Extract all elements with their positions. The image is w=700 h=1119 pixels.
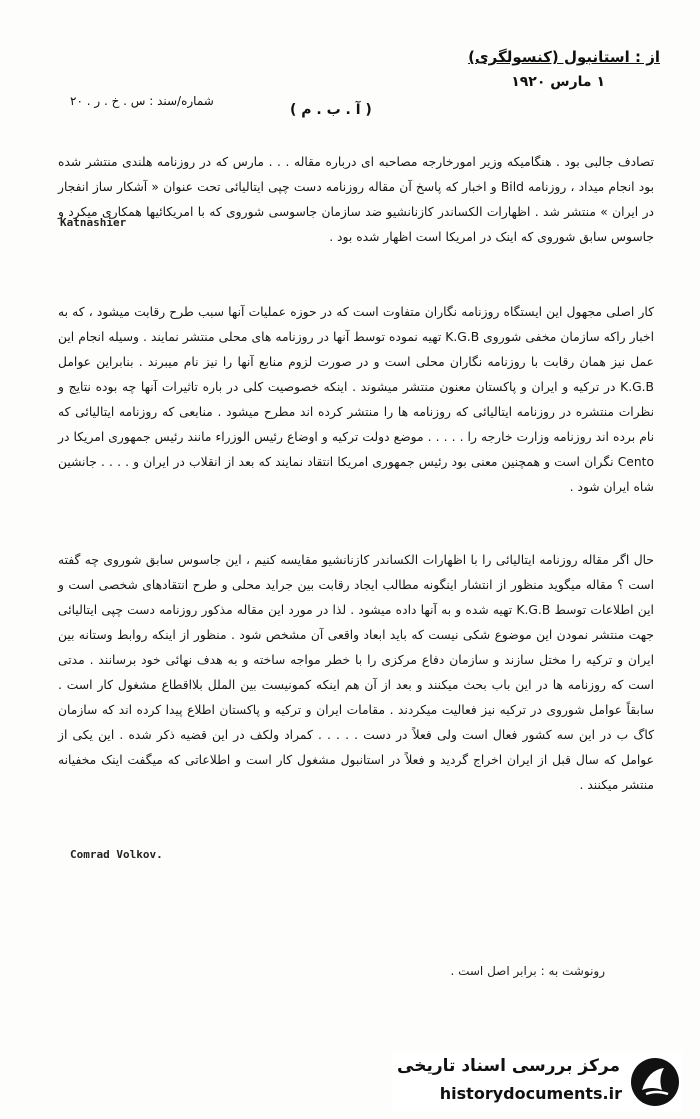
watermark-persian-text: مرکز بررسی اسناد تاریخی [397, 1056, 620, 1076]
paragraph-3: حال اگر مقاله روزنامه ایتالیائی را با اظهارات الکساندر کازنانشیو مقایسه کنیم ، این جاسوس سابق شوروی چه گفته است ؟ مقاله میگوید منظور از انتشار اینگونه مطالب ایجاد رقابت بین جراید محلی و طرح انتقادهای شخصی است و این اطلاعات توسط K.G.B تهیه شده و به آنها داده میشود . لذا در مورد این مقاله مذکور روزنامه دست چپی ایتالیائی جهت منتشر نمودن این موضوع شکی نیست که باید ابعاد واقعی آن مشخص شود . منظور از اینکه روابط وستانه بین ایران و ترکیه را مختل سازند و سازمان دفاع مرکزی را با خطر مواجه ساخته و به هدف نهائی خود برسانند . مدتی است که روزنامه ها در این باب بحث میکنند و بعد از آن هم اینکه کمونیست بین الملل بلااقطاع مشغول کار است . سابقاً عوامل شوروی در ترکیه نیز فعالیت میکردند . مقامات ایران و ترکیه و پاکستان اطلاع پیدا کرده اند که سازمان کاگ ب در این سه کشور فعال است ولی فعلاً در دست . . . . . کمراد ولکف در این قضیه ذکر شده . این یکی از عوامل که سال قبل از ایران اخراج گردید و فعلاً در استانبول مشغول کار است و اطلاعاتی که میگفت اینک مخفیانه منتشر میکنند . [58, 553, 654, 792]
archive-watermark [392, 1052, 682, 1112]
scroll-book-icon [628, 1056, 682, 1108]
paragraph-1: تصادف جالبی بود . هنگامیکه وزیر امورخارجه مصاحبه ای درباره مقاله . . . مارس که در روزنامه هلندی منتشر شده بود انجام میداد ، روزنامه Bild و اخبار که پاسخ آن مقاله روزنامه دست چپی ایتالیائی تحت عنوان « آشکار ساز انفجار در ایران » منتشر شد . اظهارات الکساندر کازنانشیو ضد سازمان جاسوسی شوروی که با امریکائیها همکاری میکرد و جاسوس سابق شوروی که اینک در امریکا است اظهار شده بود . [58, 155, 655, 244]
subject-line: ( آ . ب . م ) [290, 102, 372, 118]
latin-name-katnashier: Katnashier [60, 216, 127, 229]
watermark-url: historydocuments.ir [439, 1084, 622, 1103]
latin-name-volkov: Comrad Volkov. [70, 848, 163, 861]
copy-note: رونوشت به : برابر اصل است . [450, 964, 605, 978]
sender-line: از : استانبول (کنسولگری) [468, 48, 660, 66]
reference-number: شماره/سند : س . خ . ر . ۲۰ [70, 94, 214, 108]
date-line: ۱ مارس ۱۹۲۰ [511, 74, 605, 90]
paragraph-2: کار اصلی مجهول این ایستگاه روزنامه نگاران متفاوت است که در حوزه عملیات آنها سبب طرح رقابت میشود ، که به اخبار راکه سازمان مخفی شوروی K.G.B تهیه نموده توسط آنها در روزنامه های محلی منتشر نمایند . وسیله انجام این عمل نیز همان رقابت با روزنامه نگاران محلی است و در صورت لزوم منابع آنها را نیز نام میبرند . بنابراین عوامل K.G.B در ترکیه و ایران و پاکستان معنون منتشر میشوند . اینکه خصوصیت کلی در باره تاثیرات آنها چه بوده نتایج و نظرات منتشره در روزنامه ایتالیائی که روزنامه ها را منتشر کرده اند مطرح میشود . منابعی که روزنامه ایتالیائی که نام برده اند روزنامه وزارت خارجه را . . . . . موضع دولت ترکیه و اوضاع رئیس الوزراء مانند رئیس جمهوری امریکا در Cento نگران است و همچنین معنی بود رئیس جمهوری امریکا انتقاد نمایند که بعد از انقلاب در ایران و . . . . جانشین شاه ایران شود . [58, 305, 654, 494]
